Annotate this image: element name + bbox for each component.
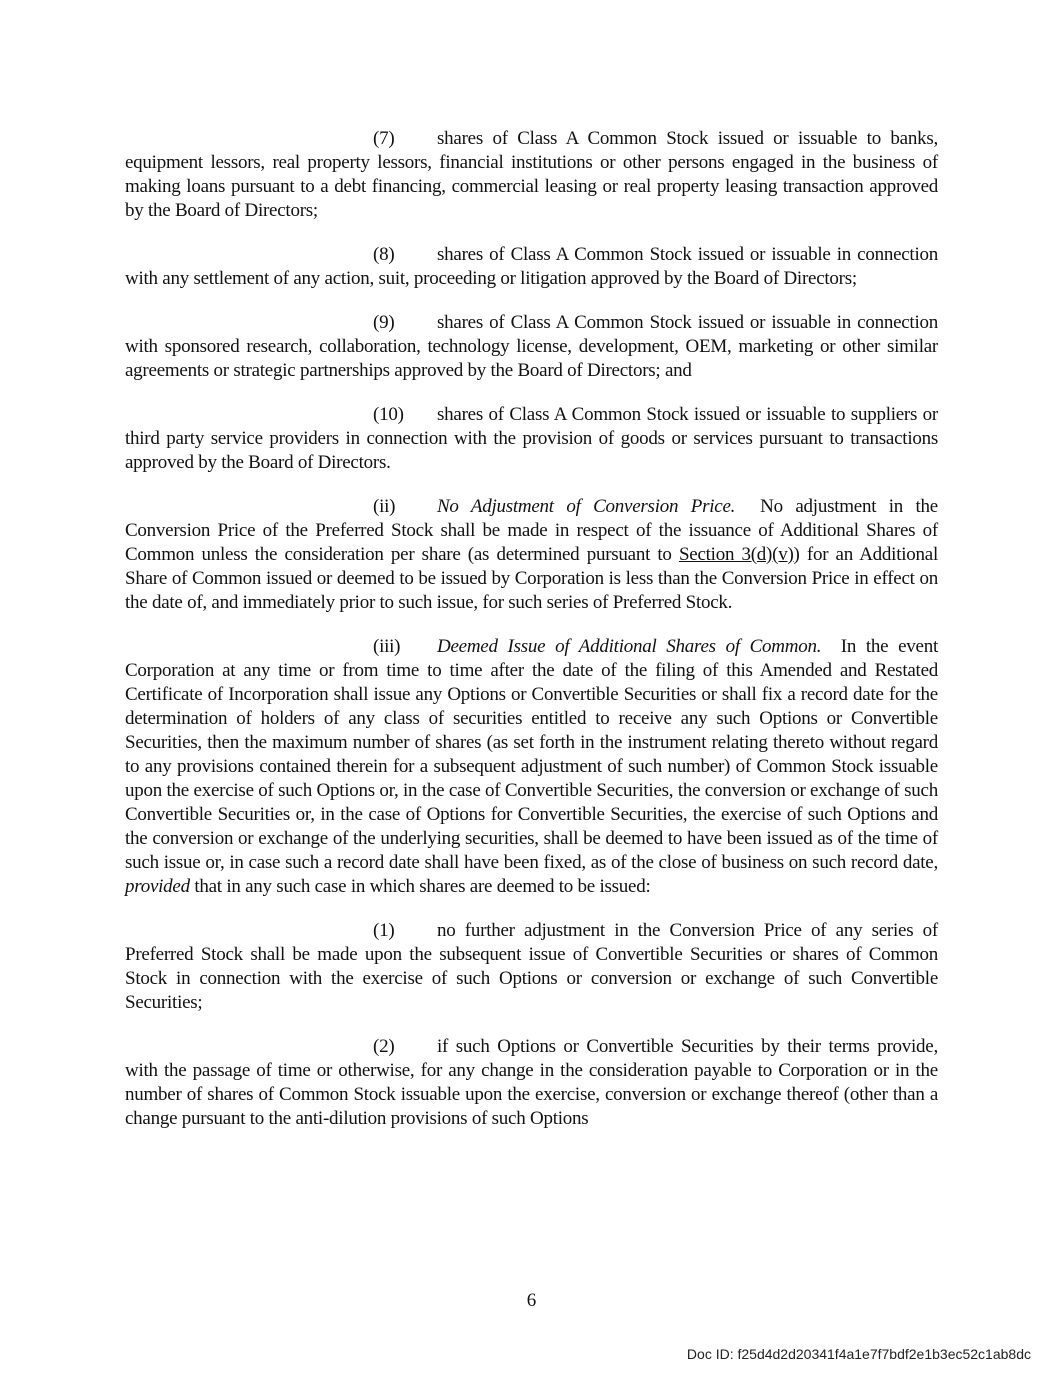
document-body: [125, 127, 938, 1151]
clause-text: No adjustment in the Conversion Price of the Preferred Stock shall be made in respect of the issuance of Additional Shares of Common unless the consideration per share (as determined pursuant to: [125, 496, 938, 565]
paragraph-7: [125, 127, 938, 223]
paragraph-9: [125, 311, 938, 383]
section-reference-link[interactable]: Section 3(d)(v): [678, 544, 794, 565]
clause-text-cont: that in any such case in which shares are deemed to be issued:: [189, 876, 651, 897]
clause-number: (8): [373, 244, 395, 265]
clause-text: no further adjustment in the Conversion Price of any series of Preferred Stock shall be made upon the subsequent issue of Convertible Securities or shares of Common Stock in connection with the exercise of such Options or conversion or exchange of such Convertible Securities;: [125, 920, 938, 1013]
doc-id: Doc ID: f25d4d2d20341f4a1e7f7bdf2e1b3ec52c1ab8dc: [686, 1346, 1031, 1362]
clause-text: shares of Class A Common Stock issued or issuable in connection with sponsored research, collaboration, technology license, development, OEM, marketing or other similar agreements or strategic partnerships approved by the Board of Directors; and: [125, 312, 938, 381]
clause-number: (2): [373, 1036, 395, 1057]
paragraph-2: [125, 1035, 938, 1131]
paragraph-8: [125, 243, 938, 291]
paragraph-1: [125, 919, 938, 1015]
clause-number: (ii): [373, 496, 396, 517]
emphasis-provided: provided: [125, 876, 190, 897]
clause-text: shares of Class A Common Stock issued or issuable in connection with any settlement of any action, suit, proceeding or litigation approved by the Board of Directors;: [125, 244, 938, 289]
clause-number: (iii): [373, 636, 401, 657]
paragraph-ii: [125, 495, 938, 615]
clause-number: (9): [373, 312, 395, 333]
clause-title: No Adjustment of Conversion Price.: [437, 496, 736, 517]
clause-title: Deemed Issue of Additional Shares of Common.: [437, 636, 822, 657]
clause-text: shares of Class A Common Stock issued or issuable to banks, equipment lessors, real property lessors, financial institutions or other persons engaged in the business of making loans pursuant to a debt financing, commercial leasing or real property leasing transaction approved by the Board of Directors;: [125, 128, 938, 221]
clause-text: shares of Class A Common Stock issued or issuable to suppliers or third party service providers in connection with the provision of goods or services pursuant to transactions approved by the Board of Directors.: [125, 404, 938, 473]
clause-number: (1): [373, 920, 395, 941]
paragraph-10: [125, 403, 938, 475]
clause-text: In the event Corporation at any time or from time to time after the date of the filing of this Amended and Restated Certificate of Incorporation shall issue any Options or Convertible Securities or shall fix a record date for the determination of holders of any class of securities entitled to receive any such Options or Convertible Securities, then the maximum number of shares (as set forth in the instrument relating thereto without regard to any provisions contained therein for a subsequent adjustment of such number) of Common Stock issuable upon the exercise of such Options or, in the case of Convertible Securities, the conversion or exchange of such Convertible Securities or, in the case of Options for Convertible Securities, the exercise of such Options and the conversion or exchange of the underlying securities, shall be deemed to have been issued as of the time of such issue or, in case such a record date shall have been fixed, as of the close of business on such record date,: [125, 636, 939, 873]
page-number: 6: [526, 1290, 537, 1311]
paragraph-iii: [125, 635, 938, 899]
clause-text-cont: ) for an Additional Share of Common issued or deemed to be issued by Corporation is less than the Conversion Price in effect on the date of, and immediately prior to such issue, for such series of Preferred Stock.: [125, 544, 938, 613]
clause-text: if such Options or Convertible Securities by their terms provide, with the passage of time or otherwise, for any change in the consideration payable to Corporation or in the number of shares of Common Stock issuable upon the exercise, conversion or exchange thereof (other than a change pursuant to the anti-dilution provisions of such Options: [125, 1036, 938, 1129]
clause-number: (10): [373, 404, 404, 425]
clause-number: (7): [373, 128, 395, 149]
